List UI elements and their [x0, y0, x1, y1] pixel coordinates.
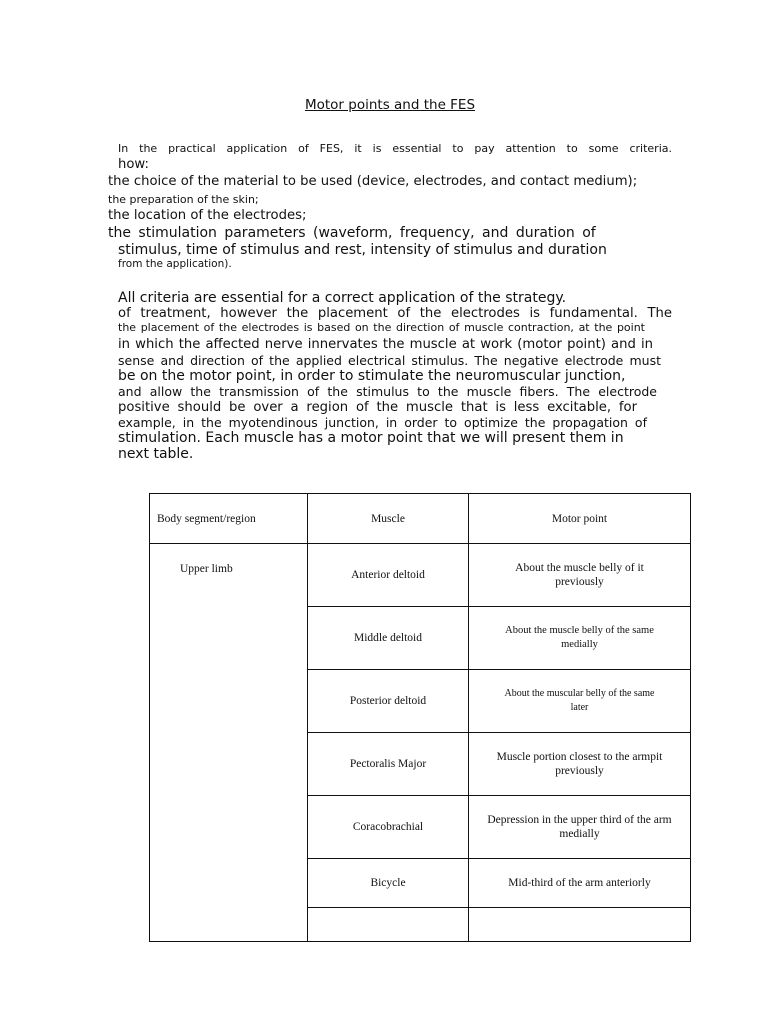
header-body-segment: Body segment/region — [150, 494, 308, 544]
muscle-cell: Middle deltoid — [308, 607, 469, 670]
motor-point-line: Muscle portion closest to the armpit — [496, 751, 663, 763]
bullet-text: the location of the electrodes; — [108, 208, 307, 223]
region-cell: Upper limb — [150, 544, 308, 956]
muscle-cell: Posterior deltoid — [308, 670, 469, 733]
page-cutoff — [149, 941, 691, 1031]
motor-point-cell — [469, 733, 691, 796]
table-row — [150, 544, 691, 607]
motor-point-line: later — [570, 702, 589, 713]
intro-line-1: In the practical application of FES, it is essential to pay attention to some criteria. — [118, 142, 672, 155]
motor-point-line: Depression in the upper third of the arm — [487, 814, 672, 826]
muscle-cell: Coracobrachial — [308, 796, 469, 859]
bullet-text: the preparation of the skin; — [108, 193, 259, 206]
paragraph-line-8: positive should be over a region of the muscle that is less excitable, for — [118, 400, 637, 415]
motor-point-line: medially — [559, 828, 600, 840]
motor-point-line: About the muscle belly of the same — [505, 625, 654, 636]
paragraph-line-9: example, in the myotendinous junction, in order to optimize the propagation of — [118, 415, 647, 430]
intro-line-2: how: — [118, 157, 149, 172]
motor-point-line: Mid-third of the arm anteriorly — [508, 877, 651, 889]
motor-point-cell — [469, 859, 691, 908]
motor-point-line: previously — [555, 576, 604, 588]
bullet-text: the choice of the material to be used (device, electrodes, and contact medium); — [108, 174, 638, 189]
criteria-item-material — [95, 174, 637, 189]
header-muscle: Muscle — [308, 494, 469, 544]
motor-point-line: previously — [555, 765, 604, 777]
motor-point-cell — [469, 670, 691, 733]
motor-point-line: About the muscular belly of the same — [504, 688, 655, 699]
muscle-cell: Pectoralis Major — [308, 733, 469, 796]
paragraph-line-5: sense and direction of the applied electrical stimulus. The negative electrode must — [118, 353, 661, 368]
criteria-parameters-continued-1: stimulus, time of stimulus and rest, intensity of stimulus and duration — [118, 242, 607, 258]
motor-point-cell — [469, 544, 691, 607]
criteria-parameters-continued-2: from the application). — [118, 258, 232, 270]
paragraph-line-1: All criteria are essential for a correct application of the strategy. — [118, 290, 567, 306]
criteria-item-location — [95, 208, 306, 223]
table-header-row — [150, 494, 691, 544]
header-motor-point: Motor point — [469, 494, 691, 544]
motor-point-line: About the muscle belly of it — [515, 562, 644, 574]
page-title: Motor points and the FES — [304, 97, 476, 113]
paragraph-line-6: be on the motor point, in order to stimulate the neuromuscular junction, — [118, 368, 626, 384]
paragraph-line-7: and allow the transmission of the stimulus to the muscle fibers. The electrode — [118, 384, 657, 399]
criteria-item-parameters — [95, 225, 595, 241]
paragraph-line-4: in which the affected nerve innervates the muscle at work (motor point) and in — [118, 337, 653, 352]
paragraph-line-3: the placement of the electrodes is based on the direction of muscle contraction, at the point — [118, 321, 645, 334]
motor-point-cell — [469, 607, 691, 670]
paragraph-line-11: next table. — [118, 446, 194, 462]
muscle-cell: Anterior deltoid — [308, 544, 469, 607]
motor-points-table — [149, 493, 691, 956]
criteria-item-skin — [95, 193, 259, 206]
muscle-cell: Bicycle — [308, 859, 469, 908]
paragraph-line-2: of treatment, however the placement of the electrodes is fundamental. The — [118, 306, 672, 321]
paragraph-line-10: stimulation. Each muscle has a motor point that we will present them in — [118, 430, 624, 446]
bullet-text: the stimulation parameters (waveform, frequency, and duration of — [108, 225, 596, 241]
motor-point-cell — [469, 796, 691, 859]
motor-point-line: medially — [561, 639, 598, 650]
